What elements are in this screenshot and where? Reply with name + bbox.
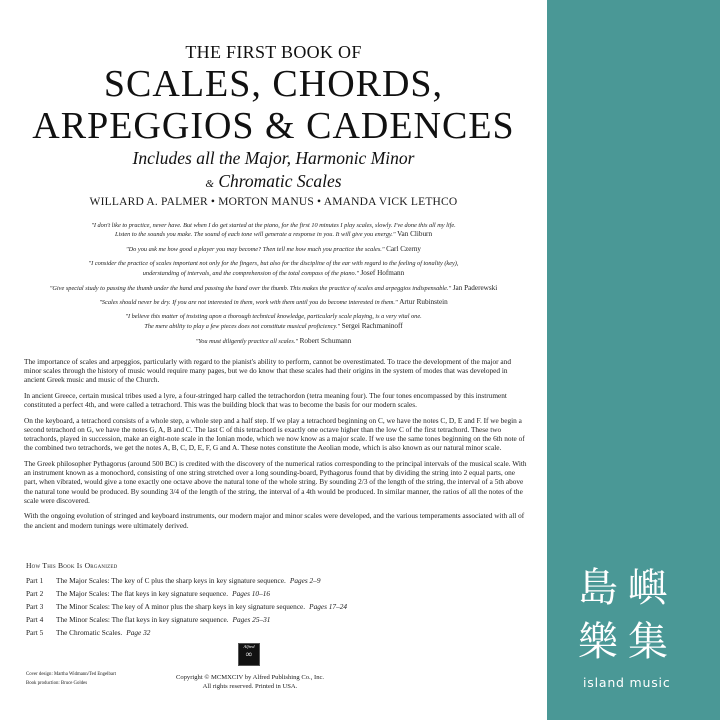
- part-pages: Pages 10–16: [232, 589, 271, 598]
- copyright-line-2: All rights reserved. Printed in USA.: [202, 683, 298, 691]
- quote-author: Sergei Rachmaninoff: [341, 321, 403, 330]
- island-music-logo-text: island music: [583, 675, 671, 690]
- quote-text: The mere ability to play a few pieces does not constitute musical proficiency.": [144, 322, 341, 330]
- part-description: The Chromatic Scales.: [56, 628, 123, 637]
- quote-text: "I don't like to practice, never have. But when I do get started at the piano, for the first 10 minutes I play scales, slowly. I've done this all my life.: [91, 222, 456, 229]
- subtitle-line-2-text: Chromatic Scales: [218, 171, 342, 191]
- part-item: [26, 587, 526, 600]
- authors: WILLARD A. PALMER • MORTON MANUS • AMANDA VICK LETHCO: [89, 196, 458, 208]
- quote: [0, 245, 547, 254]
- organization-heading: How This Book Is Organized: [26, 561, 118, 570]
- subtitle-line-1: Includes all the Major, Harmonic Minor: [132, 148, 415, 168]
- title-line-2: ARPEGGIOS & CADENCES: [32, 105, 515, 147]
- part-number: Part 4: [26, 615, 44, 624]
- quote-author: Van Cliburn: [397, 230, 433, 239]
- copyright-line-1: Copyright © MCMXCIV by Alfred Publishing Co., Inc.: [175, 674, 325, 681]
- part-item: [26, 574, 526, 587]
- body-text: [24, 357, 529, 536]
- part-number: Part 1: [26, 576, 44, 585]
- part-pages: Pages 17–24: [309, 602, 348, 611]
- part-number: Part 5: [26, 628, 44, 637]
- body-paragraph: On the keyboard, a tetrachord consists of a whole step, a whole step and a half step. If we play a tetrachord beginning on C, we have the notes C, D, E and F. If we begin a second tetrachord on G, we have the notes G, A, B and C. The last C of this tetrachord is exactly one octave higher than the low C of the first tetrachord. These two tetrachords, played in succession, make an eight-note scale in the Ionian mode, which we now know as a major scale. If we use the same tones beginning on the 6th note of the combined two tetrachords, we get the notes A, B, C, D, E, F, G and A. These notes constitute the Aeolian mode, which is also known as our natural minor scale.: [24, 415, 525, 453]
- part-pages: Page 32: [126, 628, 151, 637]
- quote-text: "You must diligently practice all scales.": [195, 337, 299, 345]
- copyright: [160, 673, 340, 691]
- quote-text: "I consider the practice of scales important not only for the fingers, but also for the discipline of the ear with regard to the feeling of tonality (key),: [88, 260, 459, 268]
- island-music-logo-cjk-row2: 樂集: [578, 619, 678, 665]
- body-paragraph: In ancient Greece, certain musical tribes used a lyre, a four-stringed harp called the tetrachordon (tetra meaning four). The four tones encompassed by this instrument constituted a perfect 4th, and were called a tetrachord. This was the building block that was to become the basis for our modern scales.: [24, 391, 507, 410]
- credits: [26, 670, 116, 688]
- quote-author: Robert Schumann: [299, 336, 352, 345]
- part-number: Part 2: [26, 589, 44, 598]
- part-pages: Pages 25–31: [232, 615, 271, 624]
- quote-text: "Scales should never be dry. If you are not interested in them, work with them until you do become interested in them.": [99, 299, 398, 307]
- subtitle-line-2: [0, 170, 547, 195]
- quote-text: Listen to the sounds you make. The sound of each tone will generate a response in you. It will give you energy.": [114, 231, 396, 239]
- quote: [0, 313, 547, 331]
- body-paragraph: The importance of scales and arpeggios, particularly with regard to the pianist's ability to perform, cannot be overestimated. To trace the development of the major and minor scales through the history of music would require many pages, but we do know that these scales had their origins in the system of modes that was developed in ancient Greek music and music of the Church.: [24, 357, 511, 385]
- cover-design-credit: Cover design: Martha Widmann/Ted Engelbart: [26, 672, 116, 677]
- body-paragraph: The Greek philosopher Pythagorus (around 500 BC) is credited with the discovery of the numerical ratios corresponding to the principal intervals of the musical scale. With an instrument known as a monochord, consisting of one string stretched over a long sounding-board, Pythagorus found that by dividing the string into 2 equal parts, one part, when vibrated, would give a tone exactly one octave above the natural tone of the whole string. By sounding 2/3 of the length of the string, the interval of a 5th above the natural tone would be produced. By sounding 3/4 of the length of the string, the interval of a 4th would be produced. In similar manner, the ratios of all the notes of the scale were discovered.: [24, 459, 527, 505]
- part-pages: Pages 2–9: [289, 576, 321, 585]
- watermark-band: [547, 0, 720, 720]
- quote-text: understanding of intervals, and the comprehension of the total compass of the piano.": [142, 269, 359, 277]
- logo-glyph: ∞: [245, 649, 253, 659]
- part-number: Part 3: [26, 602, 44, 611]
- quote-text: "Do you ask me how good a player you may become? Then tell me how much you practice the scales.": [125, 246, 385, 254]
- quote-text: "I believe this matter of insisting upon a thorough technical knowledge, particularly scale playing, is a very vital one.: [125, 313, 422, 321]
- title-prefix: THE FIRST BOOK OF: [185, 42, 362, 62]
- subtitle-ampersand: &: [205, 178, 214, 190]
- title-line-1: SCALES, CHORDS,: [103, 63, 444, 105]
- quote-text: "Give special study to passing the thumb under the hand and passing the hand over the thumb. This makes the practice of scales and arpeggios indispensable.": [49, 284, 452, 292]
- quote: [0, 284, 547, 293]
- quote-author: Artur Rubinstein: [399, 298, 448, 307]
- part-description: The Minor Scales: The key of A minor plus the sharp keys in key signature sequence.: [56, 602, 306, 611]
- quote-author: Jan Paderewski: [452, 283, 498, 292]
- body-paragraph: With the ongoing evolution of stringed and keyboard instruments, our modern major and minor scales were developed, and the various temperaments associated with all of the ancient and modern tunings were ultimately derived.: [24, 511, 525, 530]
- quote: [0, 298, 547, 307]
- quote: [0, 222, 547, 240]
- part-description: The Major Scales: The flat keys in key signature sequence.: [56, 589, 229, 598]
- quote-author: Josef Hofmann: [360, 268, 405, 277]
- quotes-block: [0, 222, 547, 352]
- quote: [0, 337, 547, 346]
- book-production-credit: Book production: Bruce Goldes: [26, 681, 88, 686]
- part-item: [26, 626, 526, 639]
- part-item: [26, 600, 526, 613]
- logo-text: Alfred: [243, 644, 255, 649]
- quote-author: Carl Czerny: [386, 245, 422, 254]
- island-music-logo-cjk-row1: 島嶼: [578, 565, 678, 611]
- part-description: The Major Scales: The key of C plus the sharp keys in key signature sequence.: [56, 576, 286, 585]
- part-item: [26, 613, 526, 626]
- part-description: The Minor Scales: The flat keys in key signature sequence.: [56, 615, 229, 624]
- quote: [0, 260, 547, 278]
- parts-list: [26, 574, 526, 639]
- alfred-publisher-logo-icon: [238, 643, 260, 666]
